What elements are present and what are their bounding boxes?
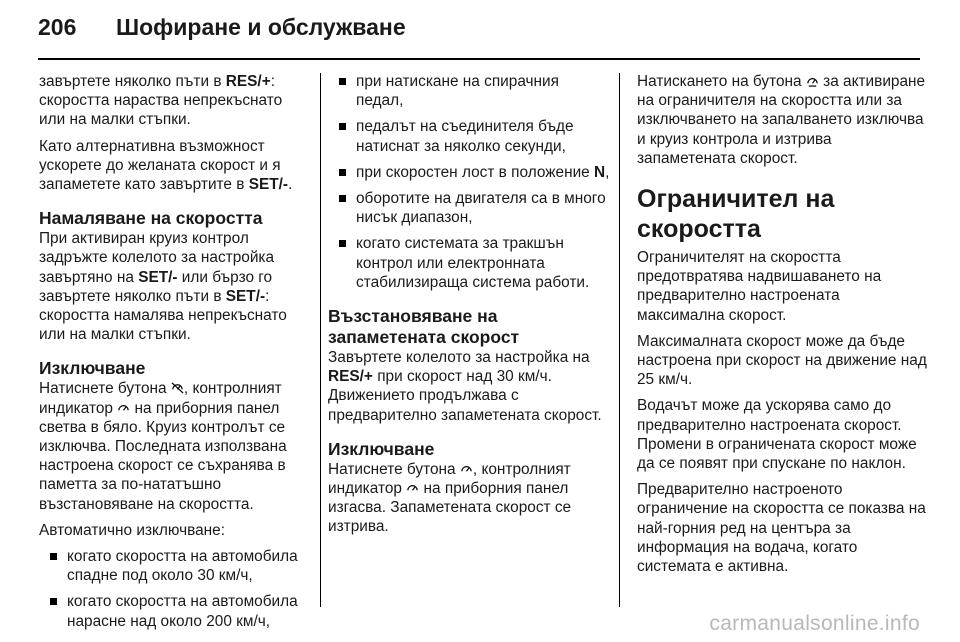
paragraph: Предварително настроеното ограничение на скоростта се показва на най-горния ред на центъра за информация на водача, когато системата е активна. — [637, 481, 926, 576]
cruise-control-icon — [460, 462, 473, 475]
section-heading: Възстановяване на запаметената скорост — [328, 306, 520, 348]
list-item: когато системата за тракшън контрол или електронната стабилизираща система работи. — [328, 234, 610, 292]
page-header — [38, 14, 920, 44]
list-item: при натискане на спирачния педал, — [328, 72, 610, 110]
list-item: когато скоростта на автомобила спадне под около 30 км/ч, — [39, 547, 311, 585]
paragraph: завъртете няколко пъти в RES/+: скоростта нараства непрекъснато или на малки стъпки. — [39, 73, 283, 129]
page-title: Шофиране и обслужване — [116, 14, 406, 40]
paragraph: Ограничителят на скоростта предотвратява надвишаването на предварително настроената максимална скорост. — [637, 249, 882, 324]
paragraph: Завъртете колелото за настройка на RES/+ при скорост над 30 км/ч. Движението продължава с предварително запаметената скорост. — [328, 349, 602, 424]
paragraph: Автоматично изключване: — [39, 521, 226, 539]
paragraph: Натискането на бутона за активиране на ограничителя на скоростта или за изключването на запалването изключва и круиз контрола и изтрива запаметената скорост. — [637, 73, 926, 167]
key-label: N — [594, 163, 606, 181]
cruise-off-icon — [171, 381, 184, 394]
bullet-list — [328, 72, 610, 292]
cruise-control-icon — [406, 481, 419, 494]
watermark: carmanualsonline.info — [709, 612, 920, 635]
section-heading: Изключване — [39, 358, 146, 379]
bullet-list — [39, 547, 311, 631]
section-heading: Намаляване на скоростта — [39, 208, 263, 229]
column-2 — [328, 72, 610, 544]
chapter-heading: Ограничител на скоростта — [637, 185, 835, 244]
paragraph: Натиснете бутона , контролният индикатор на приборния панел изгасва. Запаметената скорост се изтрива. — [328, 460, 572, 536]
column-divider — [619, 73, 620, 607]
column-divider — [320, 73, 321, 607]
paragraph: Максималната скорост може да бъде настроена при скорост на движение над 25 км/ч. — [637, 332, 927, 389]
cruise-control-icon — [117, 401, 130, 414]
key-label: SET/- — [248, 176, 289, 194]
paragraph: Водачът може да ускорява само до предварително настроената скорост. Промени в ограничената скорост може да се появят при спускане по наклон. — [637, 397, 917, 473]
paragraph: При активиран круиз контрол задръжте колелото за настройка завъртяно на SET/- или бързо го завъртете няколко пъти в SET/-: скоростта намалява непрекъснато или на малки стъпки. — [39, 230, 287, 344]
list-item: когато скоростта на автомобила нарасне над около 200 км/ч, — [39, 592, 311, 630]
key-label: RES/+ — [225, 73, 271, 90]
speed-limiter-icon — [806, 74, 819, 87]
list-item: при скоростен лост в положение N, — [328, 163, 610, 182]
key-label: SET/- — [138, 268, 178, 286]
column-1 — [39, 72, 311, 638]
key-label: SET/- — [225, 287, 266, 305]
list-item: оборотите на двигателя са в много нисък диапазон, — [328, 189, 610, 227]
paragraph: Като алтернативна възможност ускорете до желаната скорост и я запаметете като завъртите в SET/-. — [39, 137, 293, 194]
key-label: RES/+ — [328, 368, 373, 386]
section-heading: Изключване — [328, 438, 435, 459]
list-item: педалът на съединителя бъде натиснат за няколко секунди, — [328, 117, 610, 155]
header-rule — [38, 58, 920, 60]
paragraph: Натиснете бутона , контролният индикатор на приборния панел светва в бяло. Круиз контролът се изключва. Последната използвана настроена скорост се съхранява в паметта за по-нататъшно възстановяване на скоростта. — [39, 380, 287, 513]
page-number: 206 — [38, 14, 77, 40]
column-3 — [637, 72, 927, 583]
